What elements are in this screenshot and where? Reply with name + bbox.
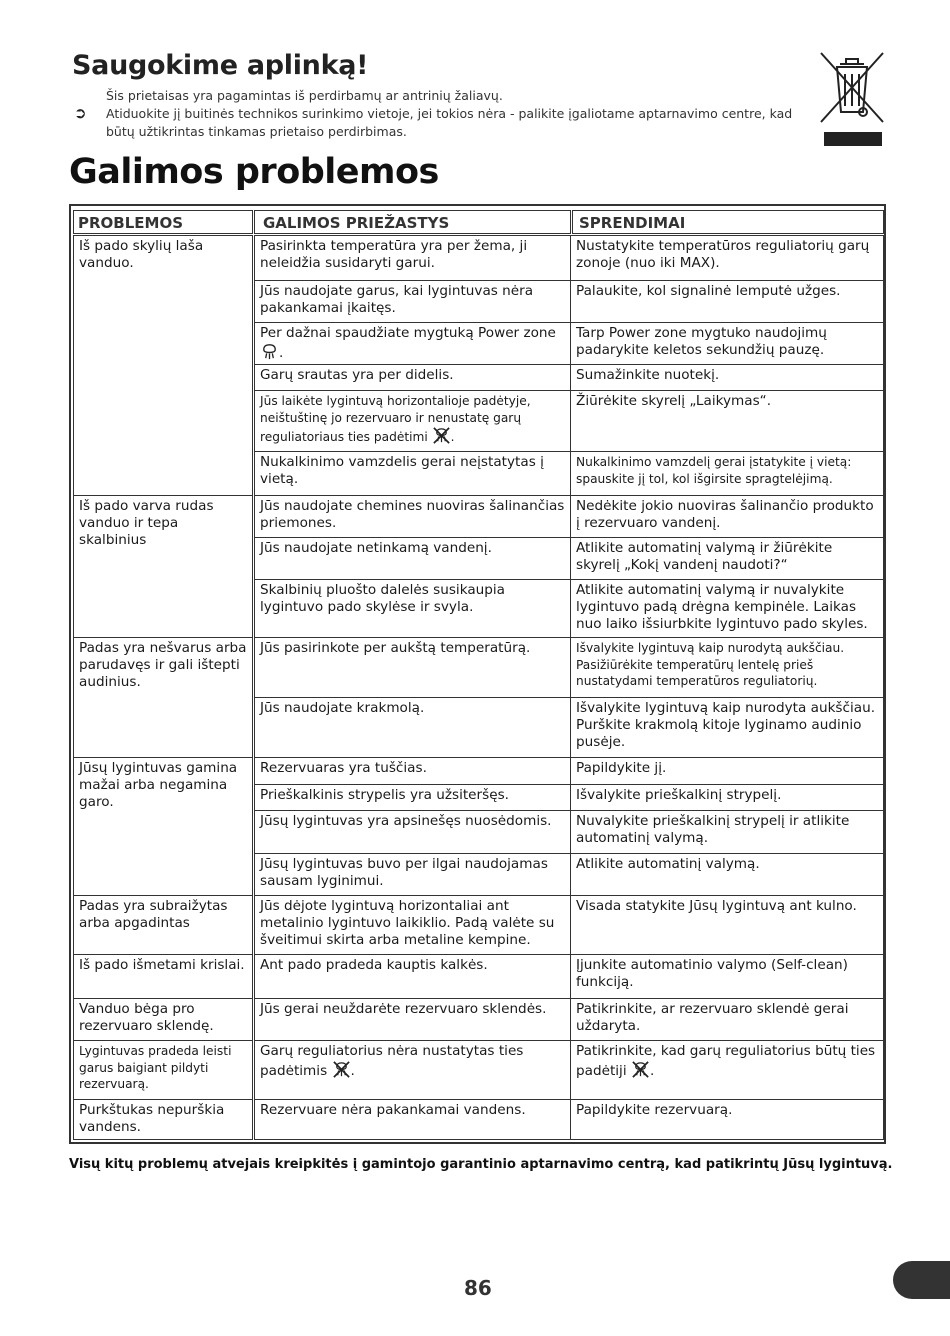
cause-cell: Jūs pasirinkote per aukštą temperatūrą. — [254, 637, 571, 698]
cause-cell: Jūs naudojate netinkamą vandenį. — [254, 537, 571, 580]
no-steam-icon — [332, 1060, 351, 1079]
problem-cell: Padas yra subraižytas arba apgadintas — [73, 895, 253, 955]
cause-cell: Pasirinkta temperatūra yra per žema, ji neleidžia susidaryti garui. — [254, 235, 571, 281]
solution-cell: Žiūrėkite skyrelį „Laikymas“. — [570, 390, 884, 452]
problem-cell: Lygintuvas pradeda leisti garus baigiant pildyti rezervuarą. — [73, 1040, 253, 1100]
page-number: 86 — [464, 1276, 492, 1300]
solution-cell: Nukalkinimo vamzdelį gerai įstatykite į vietą: spauskite jį tol, kol išgirsite spragtelėjimą. — [570, 451, 884, 496]
solution-cell: Patikrinkite, ar rezervuaro sklendė gerai uždaryta. — [570, 998, 884, 1041]
environment-line-2: Atiduokite jį buitinės technikos surinkimo vietoje, jei tokios nėra - palikite įgaliotame aptarnavimo centre, kad — [106, 106, 793, 121]
cause-text: Per dažnai spaudžiate mygtuką Power zone — [260, 325, 556, 341]
solution-cell: Papildykite rezervuarą. — [570, 1099, 884, 1140]
solution-cell: Išvalykite lygintuvą kaip nurodyta aukščiau. Purškite krakmolą kitoje lyginamo audinio pusėje. — [570, 697, 884, 758]
cause-cell: Jūs naudojate garus, kai lygintuvas nėra pakankamai įkaitęs. — [254, 280, 571, 323]
problem-cell: Iš pado skylių laša vanduo. — [73, 235, 253, 496]
steam-burst-icon — [260, 342, 279, 361]
solution-cell: Nustatykite temperatūros reguliatorių garų zonoje (nuo iki MAX). — [570, 235, 884, 281]
no-steam-icon — [631, 1060, 650, 1079]
cause-cell: Garų srautas yra per didelis. — [254, 364, 571, 391]
solution-cell: Sumažinkite nuotekį. — [570, 364, 884, 391]
no-steam-icon — [432, 426, 451, 445]
cause-period: . — [450, 430, 455, 444]
solution-period: . — [649, 1063, 655, 1079]
problem-cell: Jūsų lygintuvas gamina mažai arba negamina garo. — [73, 757, 253, 896]
cause-cell: Rezervuaras yra tuščias. — [254, 757, 571, 785]
cause-text: Garų reguliatorius nėra nustatytas ties padėtimis — [260, 1043, 524, 1079]
cause-cell: Prieškalkinis strypelis yra užsiteršęs. — [254, 784, 571, 811]
environment-line-1: Šis prietaisas yra pagamintas iš perdirbamų ar antrinių žaliavų. — [106, 88, 503, 103]
solution-cell: Tarp Power zone mygtuko naudojimų padarykite keletos sekundžių pauzę. — [570, 322, 884, 365]
solution-cell: Atlikite automatinį valymą ir nuvalykite lygintuvo padą drėgna kempinėle. Laikas nuo laiko išsiurbkite lygintuvo pado skyles. — [570, 579, 884, 638]
solution-cell: Nedėkite jokio nuoviras šalinančio produkto į rezervuaro vandenį. — [570, 495, 884, 538]
cause-cell — [254, 322, 571, 365]
cause-cell: Jūsų lygintuvas yra apsinešęs nuosėdomis. — [254, 810, 571, 854]
header-solutions: SPRENDIMAI — [572, 210, 884, 234]
cause-cell: Jūs gerai neuždarėte rezervuaro sklendės. — [254, 998, 571, 1041]
footer-note: Visų kitų problemų atvejais kreipkitės į gamintojo garantinio aptarnavimo centrą, kad patikrintų Jūsų lygintuvą. — [69, 1157, 893, 1172]
solution-text: Patikrinkite, kad garų reguliatorius būtų ties padėtiji — [576, 1043, 876, 1079]
solution-cell: Papildykite jį. — [570, 757, 884, 785]
problem-cell: Iš pado varva rudas vanduo ir tepa skalbinius — [73, 495, 253, 638]
troubleshooting-table — [69, 204, 886, 1144]
problem-cell: Padas yra nešvarus arba parudavęs ir gali ištepti audinius. — [73, 637, 253, 758]
cause-cell: Jūsų lygintuvas buvo per ilgai naudojamas sausam lyginimui. — [254, 853, 571, 896]
solution-cell: Atlikite automatinį valymą. — [570, 853, 884, 896]
solution-cell: Įjunkite automatinio valymo (Self-clean) funkciją. — [570, 954, 884, 999]
page-title: Galimos problemos — [69, 152, 439, 192]
cause-period: . — [279, 345, 284, 361]
problem-cell: Iš pado išmetami krislai. — [73, 954, 253, 999]
header-causes: GALIMOS PRIEŽASTYS — [254, 210, 571, 234]
solution-cell: Visada statykite Jūsų lygintuvą ant kulno. — [570, 895, 884, 955]
cause-period: . — [350, 1063, 355, 1079]
cause-cell: Jūs dėjote lygintuvą horizontaliai ant metalinio lygintuvo laikiklio. Padą valėte su šveitimui skirta arba metaline kempine. — [254, 895, 571, 955]
cause-cell: Skalbinių pluošto dalelės susikaupia lygintuvo pado skylėse ir svyla. — [254, 579, 571, 638]
cause-cell: Jūs naudojate chemines nuoviras šalinančias priemones. — [254, 495, 571, 538]
cause-cell — [254, 1040, 571, 1100]
solution-cell: Atlikite automatinį valymą ir žiūrėkite skyrelį „Kokį vandenį naudoti?“ — [570, 537, 884, 580]
crossed-out-bin-icon — [818, 50, 886, 148]
problem-cell: Purkštukas nepurškia vandens. — [73, 1099, 253, 1140]
header-problems: PROBLEMOS — [73, 210, 253, 234]
solution-cell: Išvalykite prieškalkinį strypelį. — [570, 784, 884, 811]
problem-cell: Vanduo bėga pro rezervuaro sklendę. — [73, 998, 253, 1041]
solution-cell: Išvalykite lygintuvą kaip nurodytą aukščiau. Pasižiūrėkite temperatūrų lentelę prieš nustatydami temperatūros reguliatorių. — [570, 637, 884, 698]
cause-cell — [254, 390, 571, 452]
environment-title: Saugokime aplinką! — [72, 50, 369, 81]
cause-cell: Jūs naudojate krakmolą. — [254, 697, 571, 758]
cause-cell: Rezervuare nėra pakankamai vandens. — [254, 1099, 571, 1140]
arrow-icon: ➲ — [74, 104, 87, 122]
cause-cell: Ant pado pradeda kauptis kalkės. — [254, 954, 571, 999]
cause-cell: Nukalkinimo vamzdelis gerai neįstatytas į vietą. — [254, 451, 571, 496]
solution-cell: Nuvalykite prieškalkinį strypelį ir atlikite automatinį valymą. — [570, 810, 884, 854]
solution-cell — [570, 1040, 884, 1100]
environment-line-3: būtų užtikrintas tinkamas prietaiso perdirbimas. — [106, 124, 407, 139]
cause-text: Jūs laikėte lygintuvą horizontalioje padėtyje, neištuštinę jo rezervuaro ir nenustatę garų reguliatoriaus ties padėtimi — [260, 394, 531, 444]
page-tab — [893, 1261, 950, 1299]
solution-cell: Palaukite, kol signalinė lemputė užges. — [570, 280, 884, 323]
